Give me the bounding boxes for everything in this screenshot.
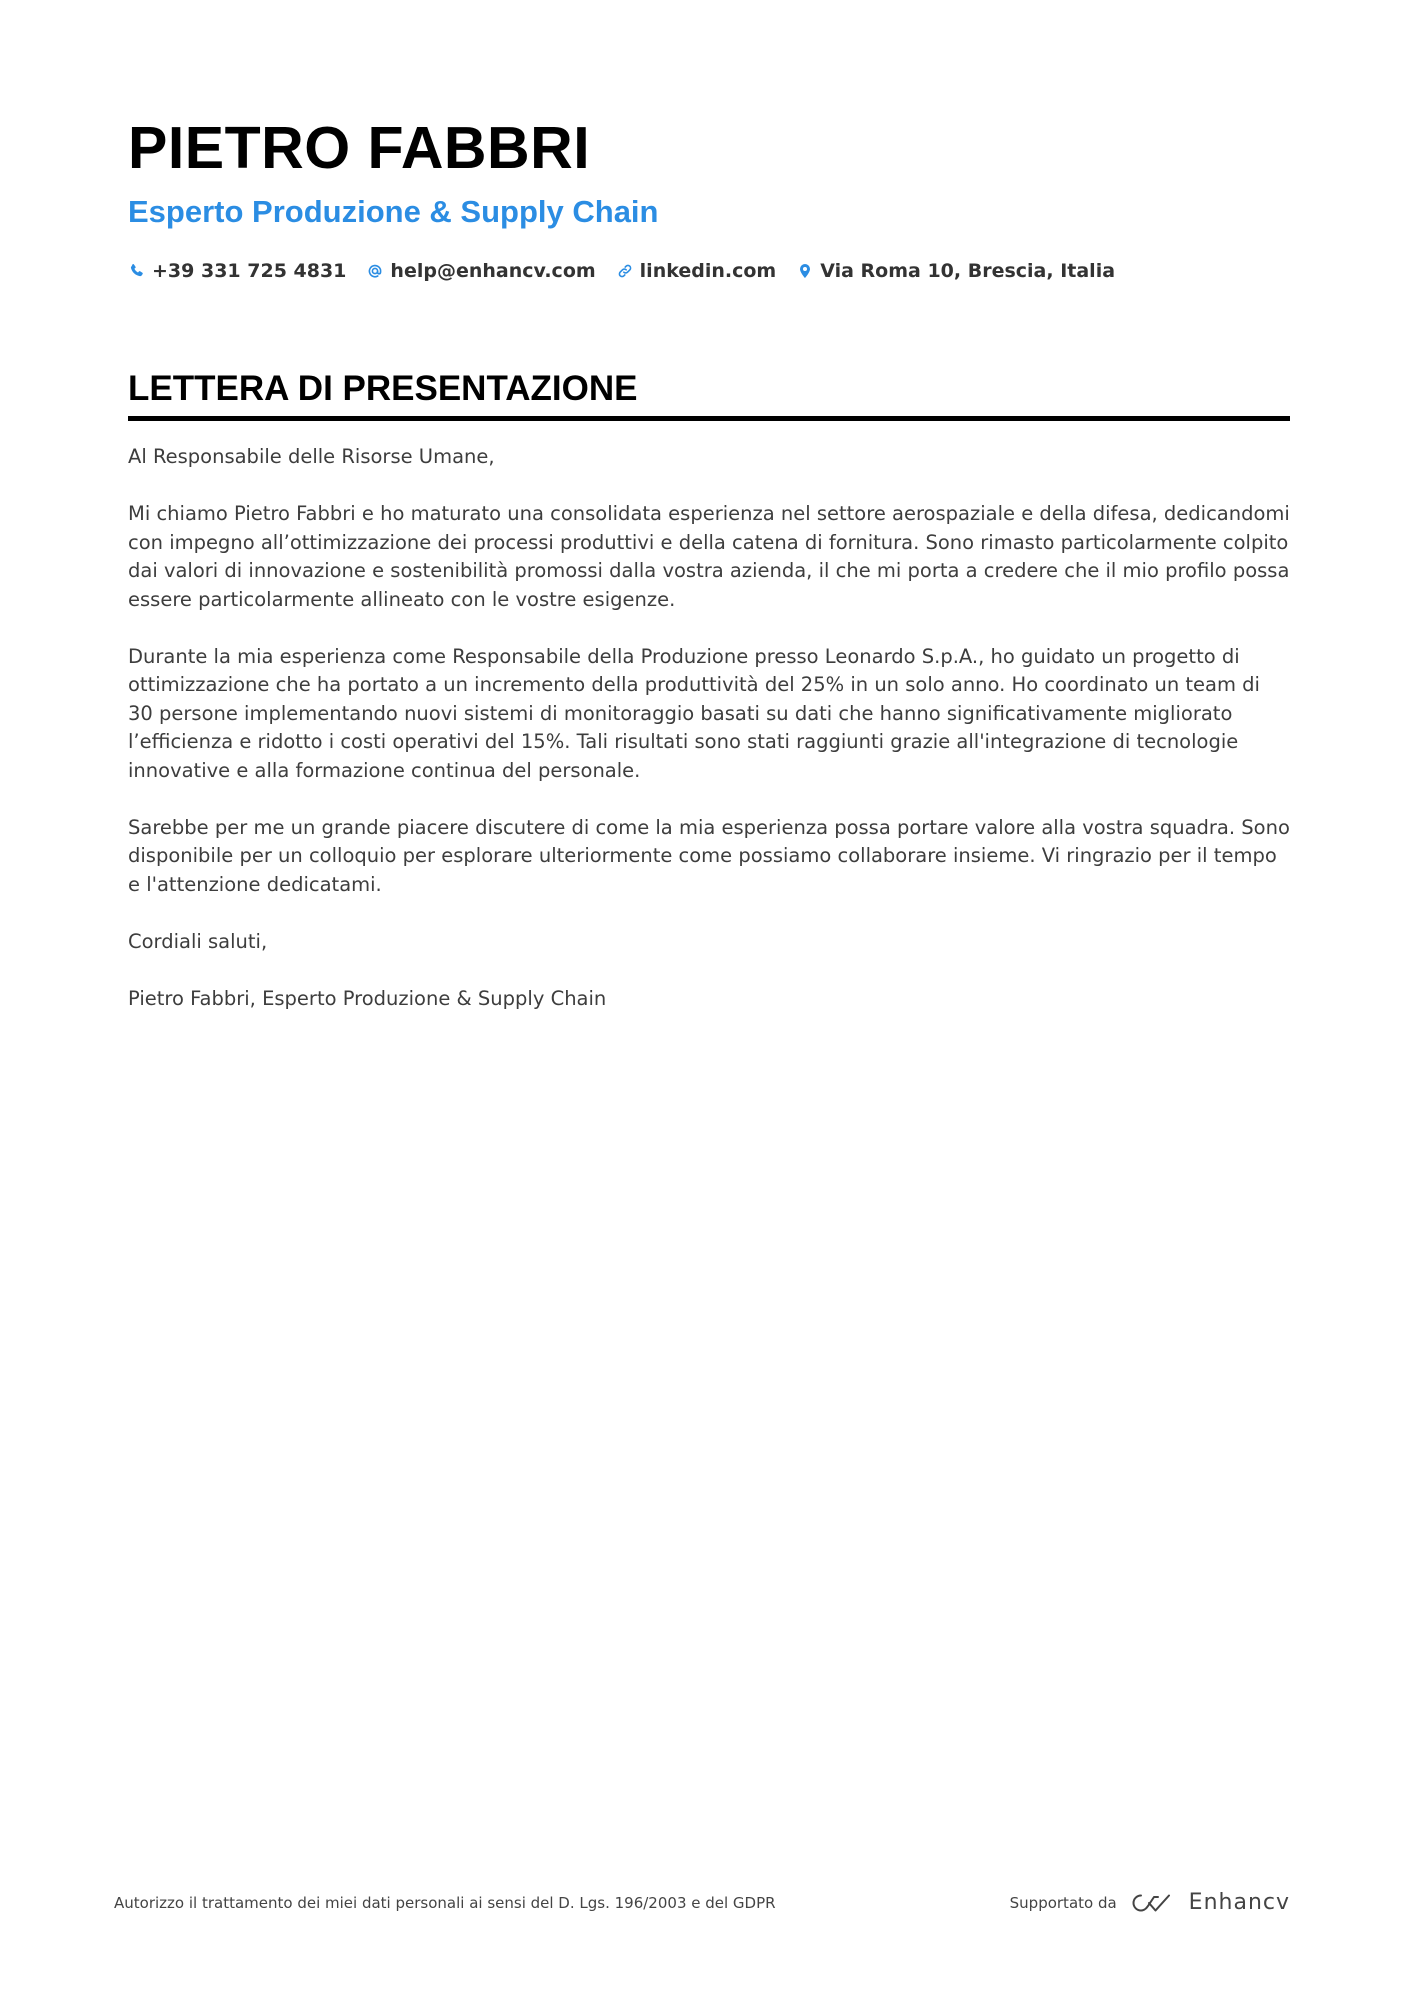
letter-paragraph: Sarebbe per me un grande piacere discutere di come la mia esperienza possa portare valore alla vostra squadra. Sono disponibile per un colloquio per esplorare ulteriormente come possiamo collaborare insieme. Vi ringrazio per il tempo e l'attenzione dedicatami.	[128, 815, 1290, 896]
contact-phone[interactable]	[128, 260, 346, 282]
brand-name: Enhancv	[1188, 1890, 1290, 1915]
contact-linkedin[interactable]	[616, 260, 777, 282]
at-icon	[366, 262, 384, 280]
header	[128, 112, 1290, 282]
contact-email[interactable]	[366, 260, 595, 282]
letter-paragraph: Durante la mia esperienza come Responsabile della Produzione presso Leonardo S.p.A., ho guidato un progetto di ottimizzazione che ha portato a un incremento della produttività del 25% in un solo anno. Ho coordinato un team di 30 persone implementando nuovi sistemi di monitoraggio basati su dati che hanno significativamente migliorato l’efficienza e ridotto i costi operativi del 15%. Tali risultati sono stati raggiunti grazie all'integrazione di tecnologie innovative e alla formazione continua del personale.	[128, 644, 1260, 782]
letter-salutation: Al Responsabile delle Risorse Umane,	[128, 445, 495, 468]
letter-signature: Pietro Fabbri, Esperto Produzione & Supply Chain	[128, 986, 607, 1010]
contact-linkedin-text: linkedin.com	[639, 260, 777, 282]
powered-by-label: Supportato da	[1009, 1893, 1117, 1912]
cover-letter-section	[128, 366, 1290, 1042]
enhancv-logo-icon	[1129, 1891, 1175, 1915]
letter-paragraph: Mi chiamo Pietro Fabbri e ho maturato una consolidata esperienza nel settore aerospaziale e della difesa, dedicandomi con impegno all’ottimizzazione dei processi produttivi e della catena di fornitura. Sono rimasto particolarmente colpito dai valori di innovazione e sostenibilità promossi dalla vostra azienda, il che mi porta a credere che il mio profilo possa essere particolarmente allineato con le vostre esigenze.	[128, 502, 1290, 611]
link-icon	[616, 262, 634, 280]
candidate-name: PIETRO FABBRI	[128, 115, 591, 181]
contact-location-text: Via Roma 10, Brescia, Italia	[820, 260, 1116, 282]
contact-bar	[128, 260, 1290, 282]
job-title: Esperto Produzione & Supply Chain	[128, 194, 659, 229]
footer	[114, 1890, 1290, 1915]
privacy-consent: Autorizzo il trattamento dei miei dati personali ai sensi del D. Lgs. 196/2003 e del GDPR	[114, 1893, 776, 1912]
section-title: LETTERA DI PRESENTAZIONE	[128, 366, 1290, 421]
contact-email-text: help@enhancv.com	[390, 260, 596, 282]
contact-location	[796, 260, 1115, 282]
location-pin-icon	[796, 262, 814, 280]
letter-body	[128, 443, 1290, 1013]
powered-by[interactable]	[1010, 1890, 1290, 1915]
letter-closing: Cordiali saluti,	[128, 929, 268, 953]
contact-phone-text: +39 331 725 4831	[152, 260, 347, 282]
phone-icon	[128, 262, 146, 280]
